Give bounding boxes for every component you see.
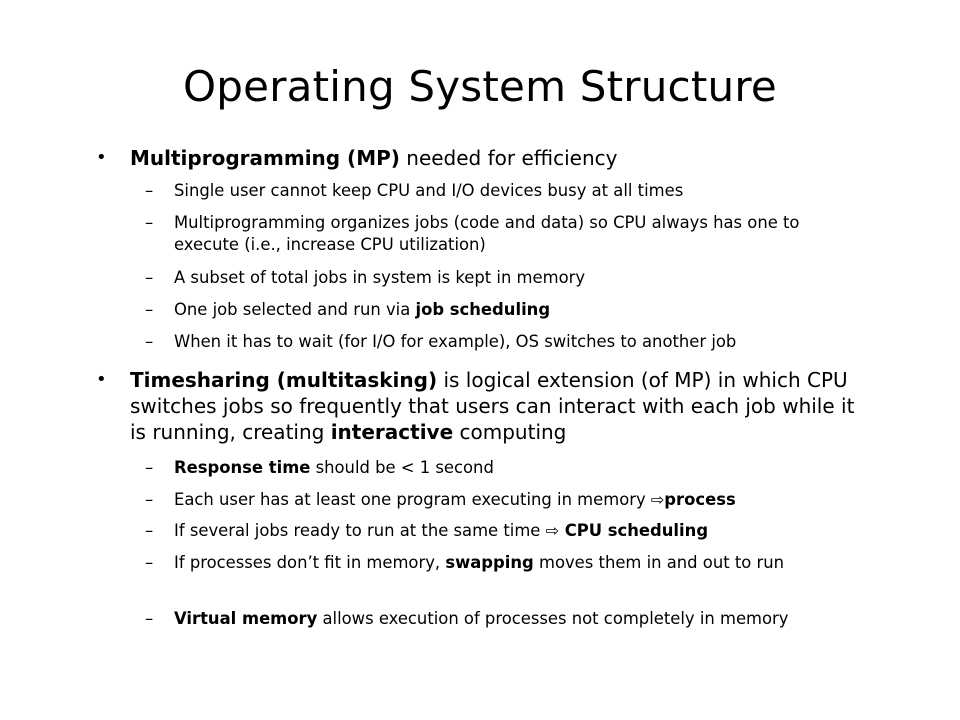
bullet-item-multiprogramming	[96, 145, 860, 171]
bullet-dot-icon: •	[96, 147, 107, 168]
sub-bullet-item	[145, 180, 854, 202]
sub-bullet-text: A subset of total jobs in system is kept in memory	[174, 268, 586, 287]
sub-bullet-term: swapping	[445, 553, 534, 572]
bullet-item-timesharing	[96, 367, 860, 445]
sub-bullet-item	[145, 331, 854, 353]
sub-bullet-text: When it has to wait (for I/O for example), OS switches to another job	[174, 332, 737, 351]
sub-bullet-item	[145, 608, 854, 630]
sub-bullet-term: CPU scheduling	[559, 521, 709, 540]
slide-title: Operating System Structure	[183, 62, 777, 111]
sub-bullet-item	[145, 457, 854, 479]
sub-bullet-term: Response time	[174, 458, 311, 477]
dash-icon: –	[145, 332, 154, 351]
sub-bullet-text: Multiprogramming organizes jobs (code and data) so CPU always has one to execute (i.e., increase CPU utilization)	[174, 213, 800, 254]
bullet-text: needed for efficiency	[399, 146, 618, 170]
dash-icon: –	[145, 458, 154, 477]
sub-bullet-item	[145, 520, 854, 542]
bullet-term: Timesharing (multitasking)	[130, 368, 438, 392]
dash-icon: –	[145, 300, 154, 319]
sub-bullet-text: moves them in and out to run	[533, 553, 785, 572]
sub-bullet-text: allows execution of processes not completely in memory	[317, 609, 789, 628]
arrow-right-icon: ⇨	[650, 490, 665, 509]
sub-bullet-item	[145, 212, 854, 256]
dash-icon: –	[145, 181, 154, 200]
sub-bullet-text: Each user has at least one program executing in memory	[174, 490, 651, 509]
dash-icon: –	[145, 521, 154, 540]
sub-bullet-text: One job selected and run via	[174, 300, 416, 319]
bullet-text: computing	[453, 420, 567, 444]
dash-icon: –	[145, 268, 154, 287]
dash-icon: –	[145, 609, 154, 628]
sub-bullet-item	[145, 552, 854, 574]
dash-icon: –	[145, 553, 154, 572]
sub-bullet-term: process	[664, 490, 736, 509]
sub-bullet-text: Single user cannot keep CPU and I/O devices busy at all times	[174, 181, 684, 200]
sub-bullet-item	[145, 489, 854, 511]
sub-bullet-term: Virtual memory	[174, 609, 318, 628]
dash-icon: –	[145, 213, 154, 232]
bullet-dot-icon: •	[96, 369, 107, 390]
sub-bullet-item	[145, 267, 854, 289]
sub-bullet-text: If several jobs ready to run at the same time	[174, 521, 546, 540]
sub-bullet-item	[145, 299, 854, 321]
bullet-term: Multiprogramming (MP)	[130, 146, 400, 170]
arrow-right-icon: ⇨	[545, 521, 559, 540]
sub-bullet-text: If processes don’t fit in memory,	[174, 553, 446, 572]
bullet-text: is logical extension (of MP) in which CPU switches jobs so frequently that users can interact with each job while it is running, creating	[130, 368, 855, 444]
sub-bullet-term: job scheduling	[415, 300, 551, 319]
dash-icon: –	[145, 490, 154, 509]
sub-bullet-text: should be < 1 second	[310, 458, 494, 477]
bullet-term: interactive	[330, 420, 454, 444]
